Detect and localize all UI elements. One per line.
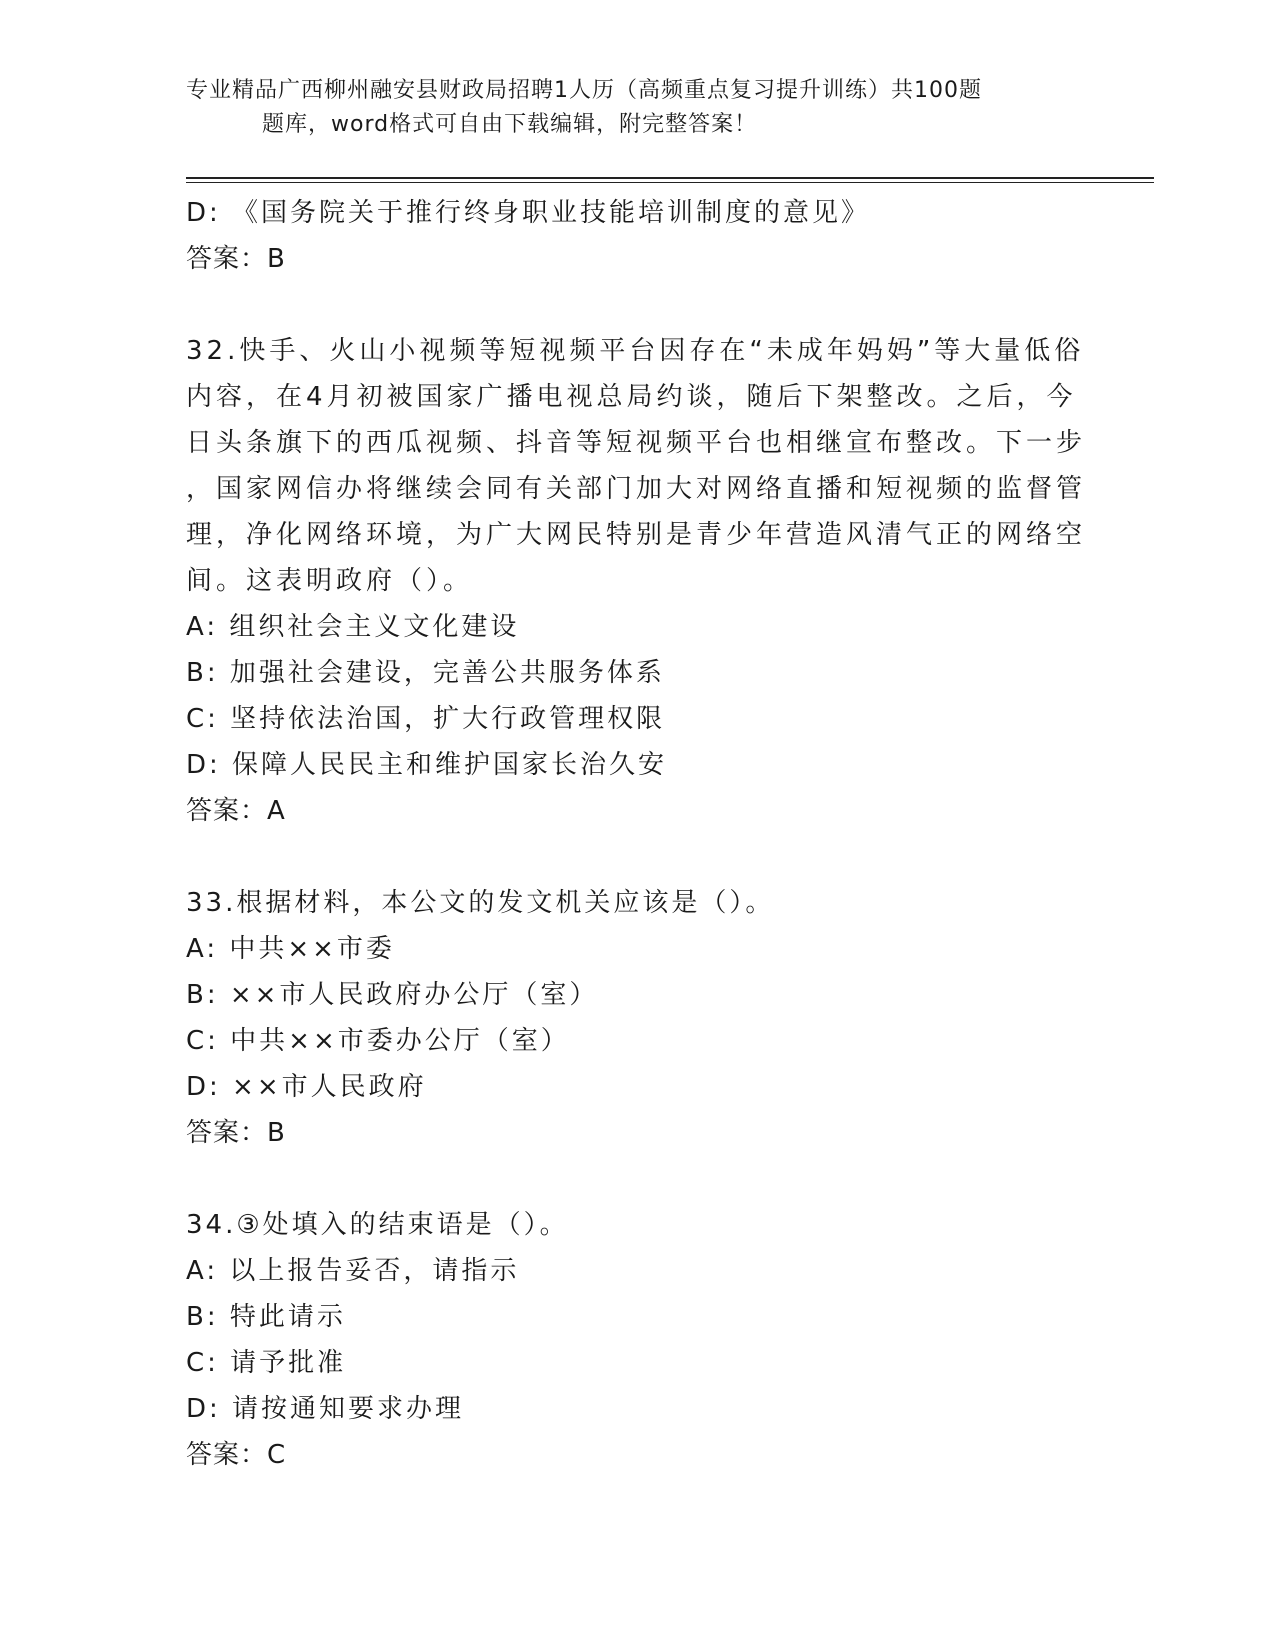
- q32-option-a: A: 组织社会主义文化建设: [186, 612, 520, 642]
- q33-answer: 答案：B: [186, 1118, 286, 1148]
- prev-answer: 答案：B: [186, 244, 286, 274]
- q33-option-b: B: ××市人民政府办公厅（室）: [186, 980, 599, 1010]
- q32-stem-line: 间。这表明政府（）。: [186, 566, 474, 596]
- document-header: [186, 74, 1086, 142]
- spacer: [186, 282, 1086, 328]
- q34-option-a: A: 以上报告妥否，请指示: [186, 1256, 520, 1286]
- header-title-line1: 专业精品广西柳州融安县财政局招聘1人历（高频重点复习提升训练）共100题: [186, 78, 982, 103]
- q32-option-c: C: 坚持依法治国，扩大行政管理权限: [186, 704, 666, 734]
- q32-stem-line: 日头条旗下的西瓜视频、抖音等短视频平台也相继宣布整改。下一步: [186, 428, 1087, 458]
- q34-option-b: B: 特此请示: [186, 1302, 346, 1332]
- q32-stem-line: 32.快手、火山小视频等短视频平台因存在“未成年妈妈”等大量低俗: [186, 336, 1085, 366]
- q32-stem-line: 内容，在4月初被国家广播电视总局约谈，随后下架整改。之后，今: [186, 382, 1077, 412]
- header-divider-thick: [186, 177, 1154, 179]
- q33-option-d: D: ××市人民政府: [186, 1072, 427, 1102]
- q34-option-c: C: 请予批准: [186, 1348, 347, 1378]
- q33-option-a: A: 中共××市委: [186, 934, 395, 964]
- header-title-line2: 题库，word格式可自由下载编辑，附完整答案！: [262, 112, 758, 137]
- q32-option-d: D: 保障人民民主和维护国家长治久安: [186, 750, 668, 780]
- question-32: [186, 328, 1086, 604]
- spacer: [186, 1156, 1086, 1202]
- document-body: [186, 190, 1086, 1478]
- q32-stem-line: ，国家网信办将继续会同有关部门加大对网络直播和短视频的监督管: [186, 474, 1087, 504]
- q34-option-d: D: 请按通知要求办理: [186, 1394, 465, 1424]
- q32-stem-line: 理，净化网络环境，为广大网民特别是青少年营造风清气正的网络空: [186, 520, 1087, 550]
- header-divider-thin: [186, 182, 1154, 183]
- q33-stem: 33.根据材料，本公文的发文机关应该是（）。: [186, 888, 775, 918]
- q32-answer: 答案：A: [186, 796, 286, 826]
- q33-option-c: C: 中共××市委办公厅（室）: [186, 1026, 570, 1056]
- q34-stem: 34.③处填入的结束语是（）。: [186, 1210, 569, 1240]
- q32-option-b: B: 加强社会建设，完善公共服务体系: [186, 658, 665, 688]
- q34-answer: 答案：C: [186, 1440, 287, 1470]
- prev-option-d: D: 《国务院关于推行终身职业技能培训制度的意见》: [186, 198, 871, 228]
- spacer: [186, 834, 1086, 880]
